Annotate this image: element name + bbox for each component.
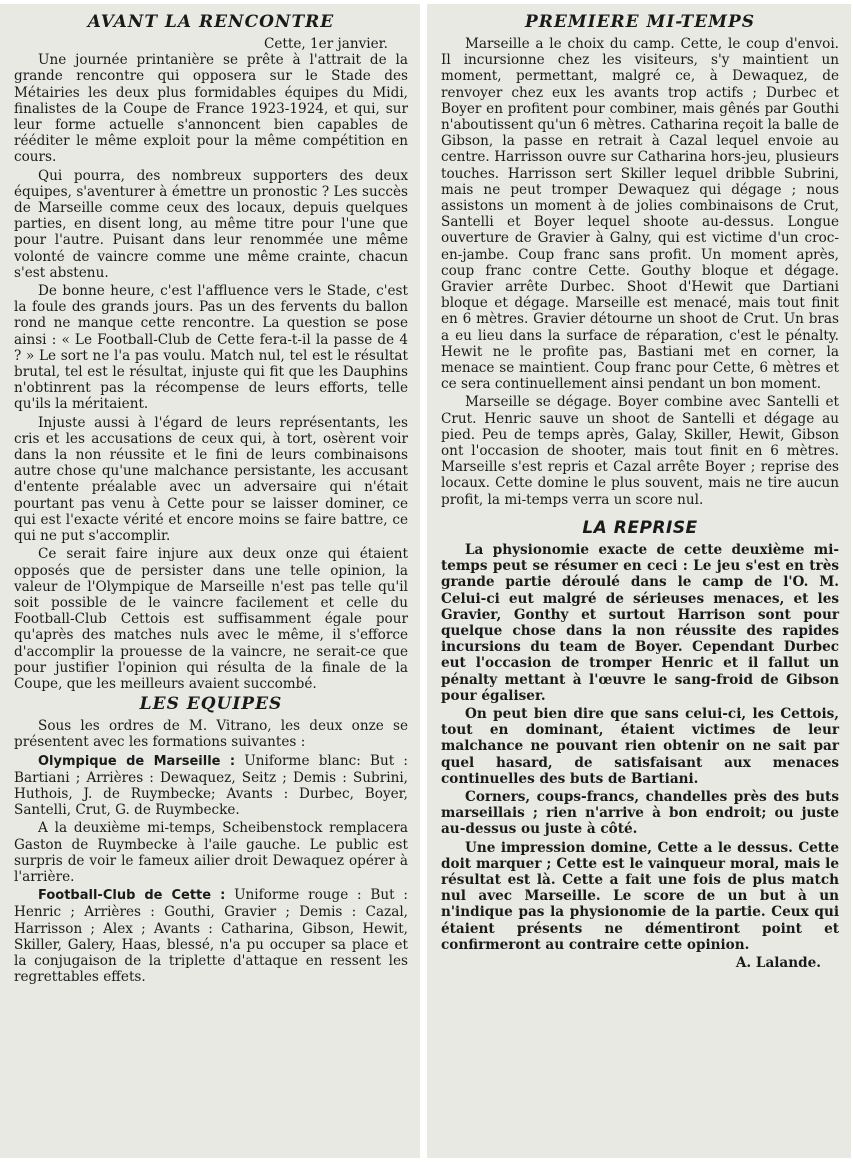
om-lineup [14,753,408,819]
avant-paragraph: Une journée printanière se prête à l'attrait de la grande rencontre qui opposera sur le Stade des Métairies les deux plus formidables équipes du Midi, finalistes de la Coupe de France 1923-1924, et qui, sur leur forme actuelle s'annoncent bien capables de rééditer le même exploit pour la même compétition en cours. [14,52,408,166]
om-lineup-text: Uniforme blanc: But : Bartiani ; Arrières : Dewaquez, Seitz ; Demis : Subrini, Huthois, J. de Ruymbecke; Avants : Durbec, Boyer, Santelli, Crut, G. de Ruymbecke. [14,752,408,819]
heading-avant-la-rencontre: AVANT LA RENCONTRE [87,12,335,32]
spacer [441,510,839,516]
reprise-paragraph: Une impression domine, Cette a le dessus. Cette doit marquer ; Cette est le vainqueur moral, mais le résultat est là. Cette a fait une fois de plus match nul avec Marseille. Le score de un but à un n'indique pas la physionomie de la partie. Ceux qui étaient présents ne démentiront point et confirmeront au contraire cette opinion. [441,839,839,953]
heading-les-equipes: LES EQUIPES [139,694,283,715]
reprise-paragraph: Corners, coups-francs, chandelles près des buts marseillais ; rien n'arrive à bon endroit; ou juste au-dessus ou juste à côté. [441,788,839,838]
fcc-team-name: Football-Club de Cette : [38,888,226,904]
dateline: Cette, 1er janvier. [263,36,388,52]
avant-paragraph: Ce serait faire injure aux deux onze qui étaient opposés que de persister dans une telle opinion, la valeur de l'Olympique de Marseille n'est pas telle qu'il soit possible de le vaincre facilement et celle du Football-Club Cettois est suffisamment égale pour qu'après des matches nuls avec le même, il s'efforce d'accomplir la prouesse de la vaincre, ne serait-ce que pour justifier l'opinion qui résulta de la finale de la Coupe, que les meilleurs avaient succombé. [14,546,408,692]
right-column [427,4,851,1158]
avant-paragraph: De bonne heure, c'est l'affluence vers le Stade, c'est la foule des grands jours. Pas un des fervents du ballon rond ne manque cette rencontre. La question se pose ainsi : « Le Football-Club de Cette fera-t-il la passe de 4 ? » Le sort ne l'a pas voulu. Match nul, tel est le résultat brutal, tel est le résultat, injuste qui fit que les Dauphins n'obtinrent pas la récompense de leurs efforts, telle qu'ils la méritaient. [14,283,408,413]
reprise-paragraph: La physionomie exacte de cette deuxième mi-temps peut se résumer en ceci : Le jeu s'est en très grande partie déroulé dans le camp de l'O. M. Celui-ci eut malgré de sérieuses menaces, et les Gravier, Gonthy et surtout Harrison sont pour quelque chose dans la non réussite des rapides incursions du team de Boyer. Cependant Durbec eut l'occasion de tromper Henric et il fallut un pénalty mettant à l'œuvre le sang-froid de Gibson pour égaliser. [441,541,839,704]
fcc-lineup-text: Uniforme rouge : But : Henric ; Arrières : Gouthi, Gravier ; Demis : Cazal, Harrisson ; Alex ; Avants : Catharina, Gibson, Hewit, Skiller, Galery, Haas, blessé, n'a pu occuper sa place et la conjugaison de la triplette d'attaque en ressent les regrettables effets. [14,887,408,986]
avant-paragraph: Qui pourra, des nombreux supporters des deux équipes, s'aventurer à émettre un pronostic ? Les succès de Marseille comme ceux des locaux, depuis quelques parties, en disent long, au même titre pour l'une que pour l'autre. Puisant dans leur renommée une même volonté de vaincre comme une même crainte, chacun s'est abstenu. [14,167,408,281]
author-signature: A. Lalande. [735,954,821,971]
reprise-section [441,542,839,953]
heading-premiere-mi-temps: PREMIERE MI-TEMPS [524,12,756,32]
equipes-intro: Sous les ordres de M. Vitrano, les deux onze se présentent avec les formations suivantes : [14,718,408,751]
om-team-name: Olympique de Marseille : [38,753,236,769]
premiere-paragraph: Marseille se dégage. Boyer combine avec Santelli et Crut. Henric sauve un shoot de Santelli et dégage au pied. Peu de temps après, Galay, Skiller, Hewit, Gibson ont l'occasion de shooter, mais tout finit en 6 mètres. Marseille s'est repris et Cazal arrête Boyer ; reprise des locaux. Cette domine le plus souvent, mais ne tire aucun profit, la mi-temps verra un score nul. [441,394,839,508]
avant-paragraph: Injuste aussi à l'égard de leurs représentants, les cris et les accusations de ceux qui, à tort, osèrent voir dans la non réussite et le fini de leurs combinaisons autre chose qu'une malchance persistante, les accusant d'entente préalable avec un adversaire qui n'était pourtant pas venu à Cette pour se laisser dominer, ce qui est l'exacte vérité et encore moins se faire battre, ce qui ne put s'accomplir. [14,414,408,545]
om-substitution-note: A la deuxième mi-temps, Scheibenstock remplacera Gaston de Ruymbecke à l'aile gauche. Le public est surpris de voir le fameux ailier droit Dewaquez opérer à l'arrière. [14,820,408,885]
heading-la-reprise: LA REPRISE [582,517,698,538]
reprise-paragraph: On peut bien dire que sans celui-ci, les Cettois, tout en dominant, étaient victimes de leur malchance ne pouvant rien obtenir on ne sait par quel hasard, de satisfaisant aux menaces continuelles des buts de Bartiani. [441,705,839,787]
fcc-lineup [14,887,408,985]
premiere-paragraph: Marseille a le choix du camp. Cette, le coup d'envoi. Il incursionne chez les visiteurs, s'y maintient un moment, permettant, malgré ce, à Dewaquez, de renvoyer chez eux les avants trop actifs ; Durbec et Boyer en profitent pour combiner, mais gênés par Gouthi n'aboutissent qu'un 6 mètres. Catharina reçoit la balle de Gibson, la passe en retrait à Cazal lequel envoie au centre. Harrisson ouvre sur Catharina hors-jeu, plusieurs touches. Harrisson sert Skiller lequel dribble Subrini, mais ne peut tromper Dewaquez qui dégage ; nous assistons un moment à de jolies combinaisons de Crut, Santelli et Boyer lequel shoote au-dessus. Longue ouverture de Gravier à Galny, qui est victime d'un croc-en-jambe. Coup franc sans profit. Un moment après, coup franc contre Cette. Gouthy bloque et dégage. Gravier arrête Durbec. Shoot d'Hewit que Dartiani bloque et dégage. Marseille est menacé, mais tout finit en 6 mètres. Gravier détourne un shoot de Crut. Un bras a eu lieu dans la surface de réparation, c'est le pénalty. Hewit ne le profite pas, Bastiani met en corner, la menace se maintient. Coup franc pour Cette, 6 mètres et ce sera continuellement ainsi pendant un bon moment. [441,36,839,393]
left-column [0,4,420,1158]
column-gutter [420,0,427,1162]
